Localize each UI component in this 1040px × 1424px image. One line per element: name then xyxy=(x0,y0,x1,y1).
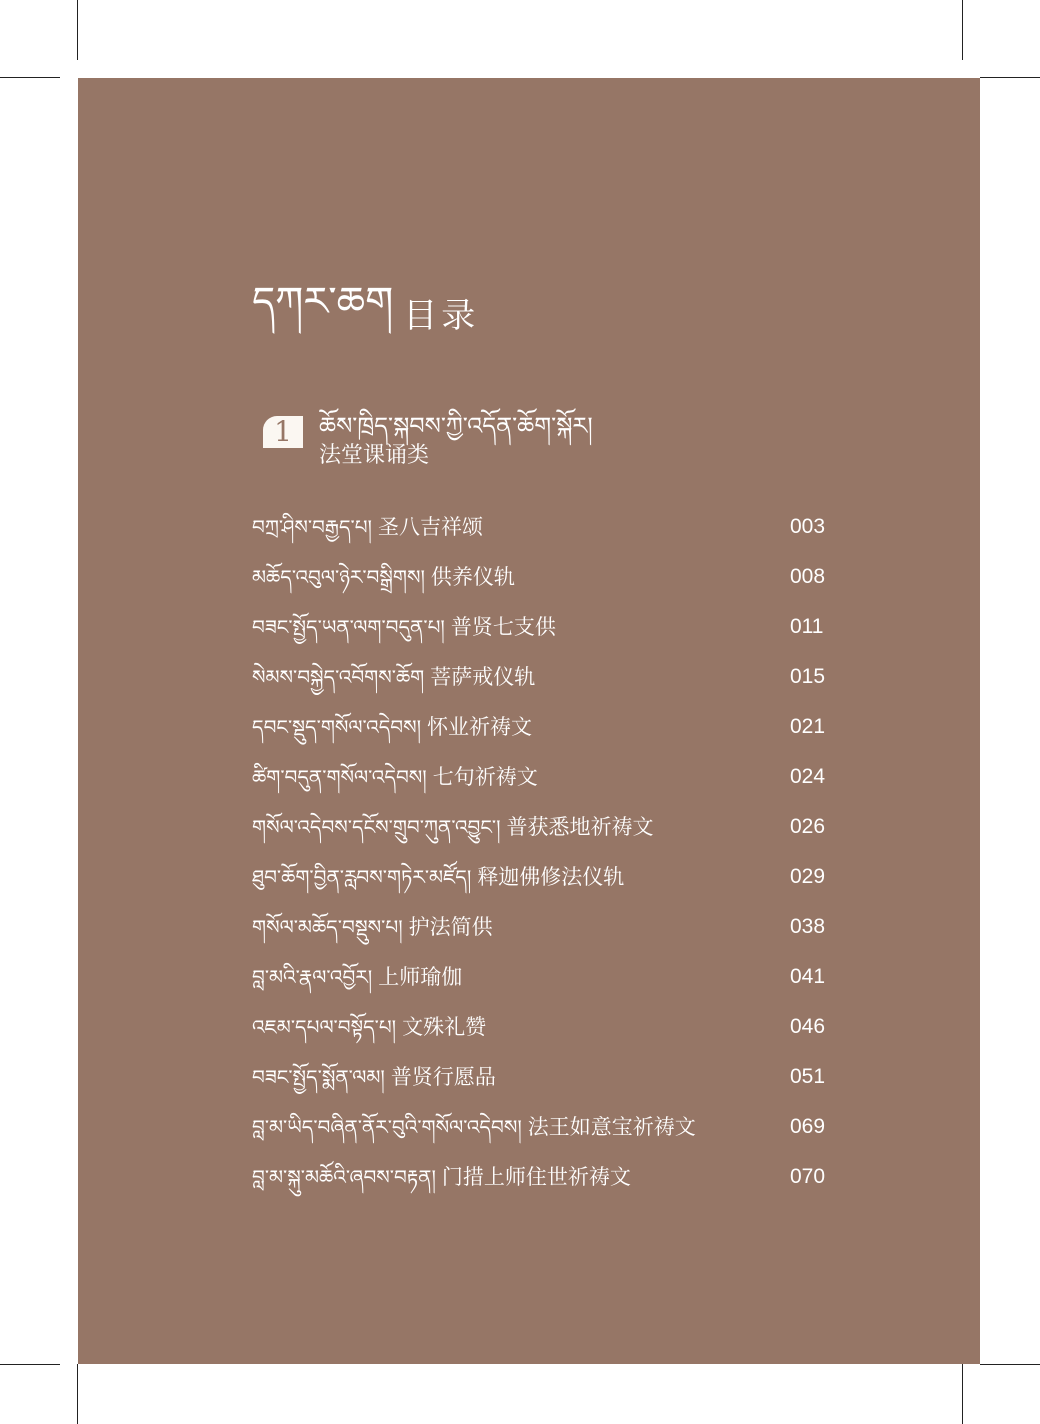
entry-chinese: 七句祈祷文 xyxy=(432,765,538,789)
entry-chinese: 法王如意宝祈祷文 xyxy=(527,1115,696,1139)
title-chinese: 目录 xyxy=(403,295,480,336)
entry-tibetan: དབང་སྡུད་གསོལ་འདེབས། xyxy=(252,715,422,739)
entry-page-number: 038 xyxy=(790,915,826,938)
entry-tibetan: བླ་མའི་རྣལ་འབྱོར། xyxy=(252,965,373,989)
entry-chinese: 护法简供 xyxy=(408,915,493,939)
toc-entry[interactable] xyxy=(252,705,852,755)
entry-tibetan: ཐུབ་ཆོག་བྱིན་རླབས་གཏེར་མཛོད། xyxy=(252,865,472,889)
entry-chinese: 供养仪轨 xyxy=(430,565,515,589)
entry-chinese: 普贤行愿品 xyxy=(390,1065,496,1089)
crop-mark xyxy=(0,77,60,78)
crop-mark xyxy=(980,77,1040,78)
entry-page-number: 008 xyxy=(790,565,826,588)
entry-tibetan: བླ་མ་སྐུ་མཆོའི་ཞབས་བརྟན། xyxy=(252,1165,436,1189)
toc-entry[interactable] xyxy=(252,755,852,805)
entry-tibetan: ཚིག་བདུན་གསོལ་འདེབས། xyxy=(252,765,427,789)
toc-entry[interactable] xyxy=(252,1005,852,1055)
toc-entry[interactable] xyxy=(252,555,852,605)
toc-entry[interactable] xyxy=(252,1105,852,1155)
entry-chinese: 释迦佛修法仪轨 xyxy=(477,865,625,889)
entry-page-number: 070 xyxy=(790,1165,826,1188)
entry-tibetan: གསོལ་འདེབས་དངོས་གྲུབ་ཀུན་འབྱུང་། xyxy=(252,815,501,839)
page-title xyxy=(252,278,480,342)
toc-entry[interactable] xyxy=(252,905,852,955)
entry-page-number: 041 xyxy=(790,965,826,988)
entry-tibetan: གསོལ་མཆོད་བསྡུས་པ། xyxy=(252,915,403,939)
crop-mark xyxy=(0,1364,60,1365)
entry-tibetan: བཀྲ་ཤིས་བརྒྱད་པ། xyxy=(252,515,372,539)
crop-mark xyxy=(962,0,963,60)
entry-chinese: 菩萨戒仪轨 xyxy=(430,665,536,689)
entry-chinese: 圣八吉祥颂 xyxy=(377,515,483,539)
entry-page-number: 026 xyxy=(790,815,826,838)
section-number-badge: 1 xyxy=(263,416,303,448)
crop-mark xyxy=(962,1364,963,1424)
entry-tibetan: མཆོད་འབུལ་ཉེར་བསྒྲིགས། xyxy=(252,565,425,589)
entry-tibetan: འཇམ་དཔལ་བསྟོད་པ། xyxy=(252,1015,397,1039)
title-tibetan: དཀར་ཆག xyxy=(252,278,394,325)
entry-page-number: 011 xyxy=(790,615,824,638)
entry-chinese: 门措上师住世祈祷文 xyxy=(441,1165,631,1189)
crop-mark xyxy=(77,1364,78,1424)
toc-entry[interactable] xyxy=(252,1055,852,1105)
toc-entry[interactable] xyxy=(252,505,852,555)
entry-page-number: 069 xyxy=(790,1115,826,1138)
section-title-chinese: 法堂课诵类 xyxy=(319,443,430,468)
entry-page-number: 015 xyxy=(790,665,826,688)
section-title-tibetan: ཆོས་ཁྲིད་སྐབས་ཀྱི་འདོན་ཆོག་སྐོར། xyxy=(319,412,593,440)
entry-tibetan: བླ་མ་ཡིད་བཞིན་ནོར་བུའི་གསོལ་འདེབས། xyxy=(252,1115,522,1139)
entry-page-number: 003 xyxy=(790,515,826,538)
entry-tibetan: བཟང་སྤྱོད་ཡན་ལག་བདུན་པ། xyxy=(252,615,445,639)
entry-tibetan: བཟང་སྤྱོད་སྨོན་ལམ། xyxy=(252,1065,385,1089)
toc-list xyxy=(252,505,852,1205)
crop-mark xyxy=(77,0,78,60)
entry-page-number: 024 xyxy=(790,765,826,788)
entry-chinese: 文殊礼赞 xyxy=(402,1015,487,1039)
entry-chinese: 普获悉地祈祷文 xyxy=(506,815,654,839)
entry-chinese: 怀业祈祷文 xyxy=(427,715,533,739)
entry-page-number: 051 xyxy=(790,1065,826,1088)
toc-entry[interactable] xyxy=(252,1155,852,1205)
crop-mark xyxy=(980,1364,1040,1365)
entry-page-number: 046 xyxy=(790,1015,826,1038)
entry-chinese: 上师瑜伽 xyxy=(378,965,463,989)
entry-page-number: 021 xyxy=(790,715,826,738)
toc-entry[interactable] xyxy=(252,805,852,855)
toc-entry[interactable] xyxy=(252,655,852,705)
entry-chinese: 普贤七支供 xyxy=(450,615,556,639)
entry-tibetan: སེམས་བསྐྱེད་འབོགས་ཆོག xyxy=(252,665,425,689)
entry-page-number: 029 xyxy=(790,865,826,888)
toc-entry[interactable] xyxy=(252,605,852,655)
toc-entry[interactable] xyxy=(252,955,852,1005)
toc-entry[interactable] xyxy=(252,855,852,905)
